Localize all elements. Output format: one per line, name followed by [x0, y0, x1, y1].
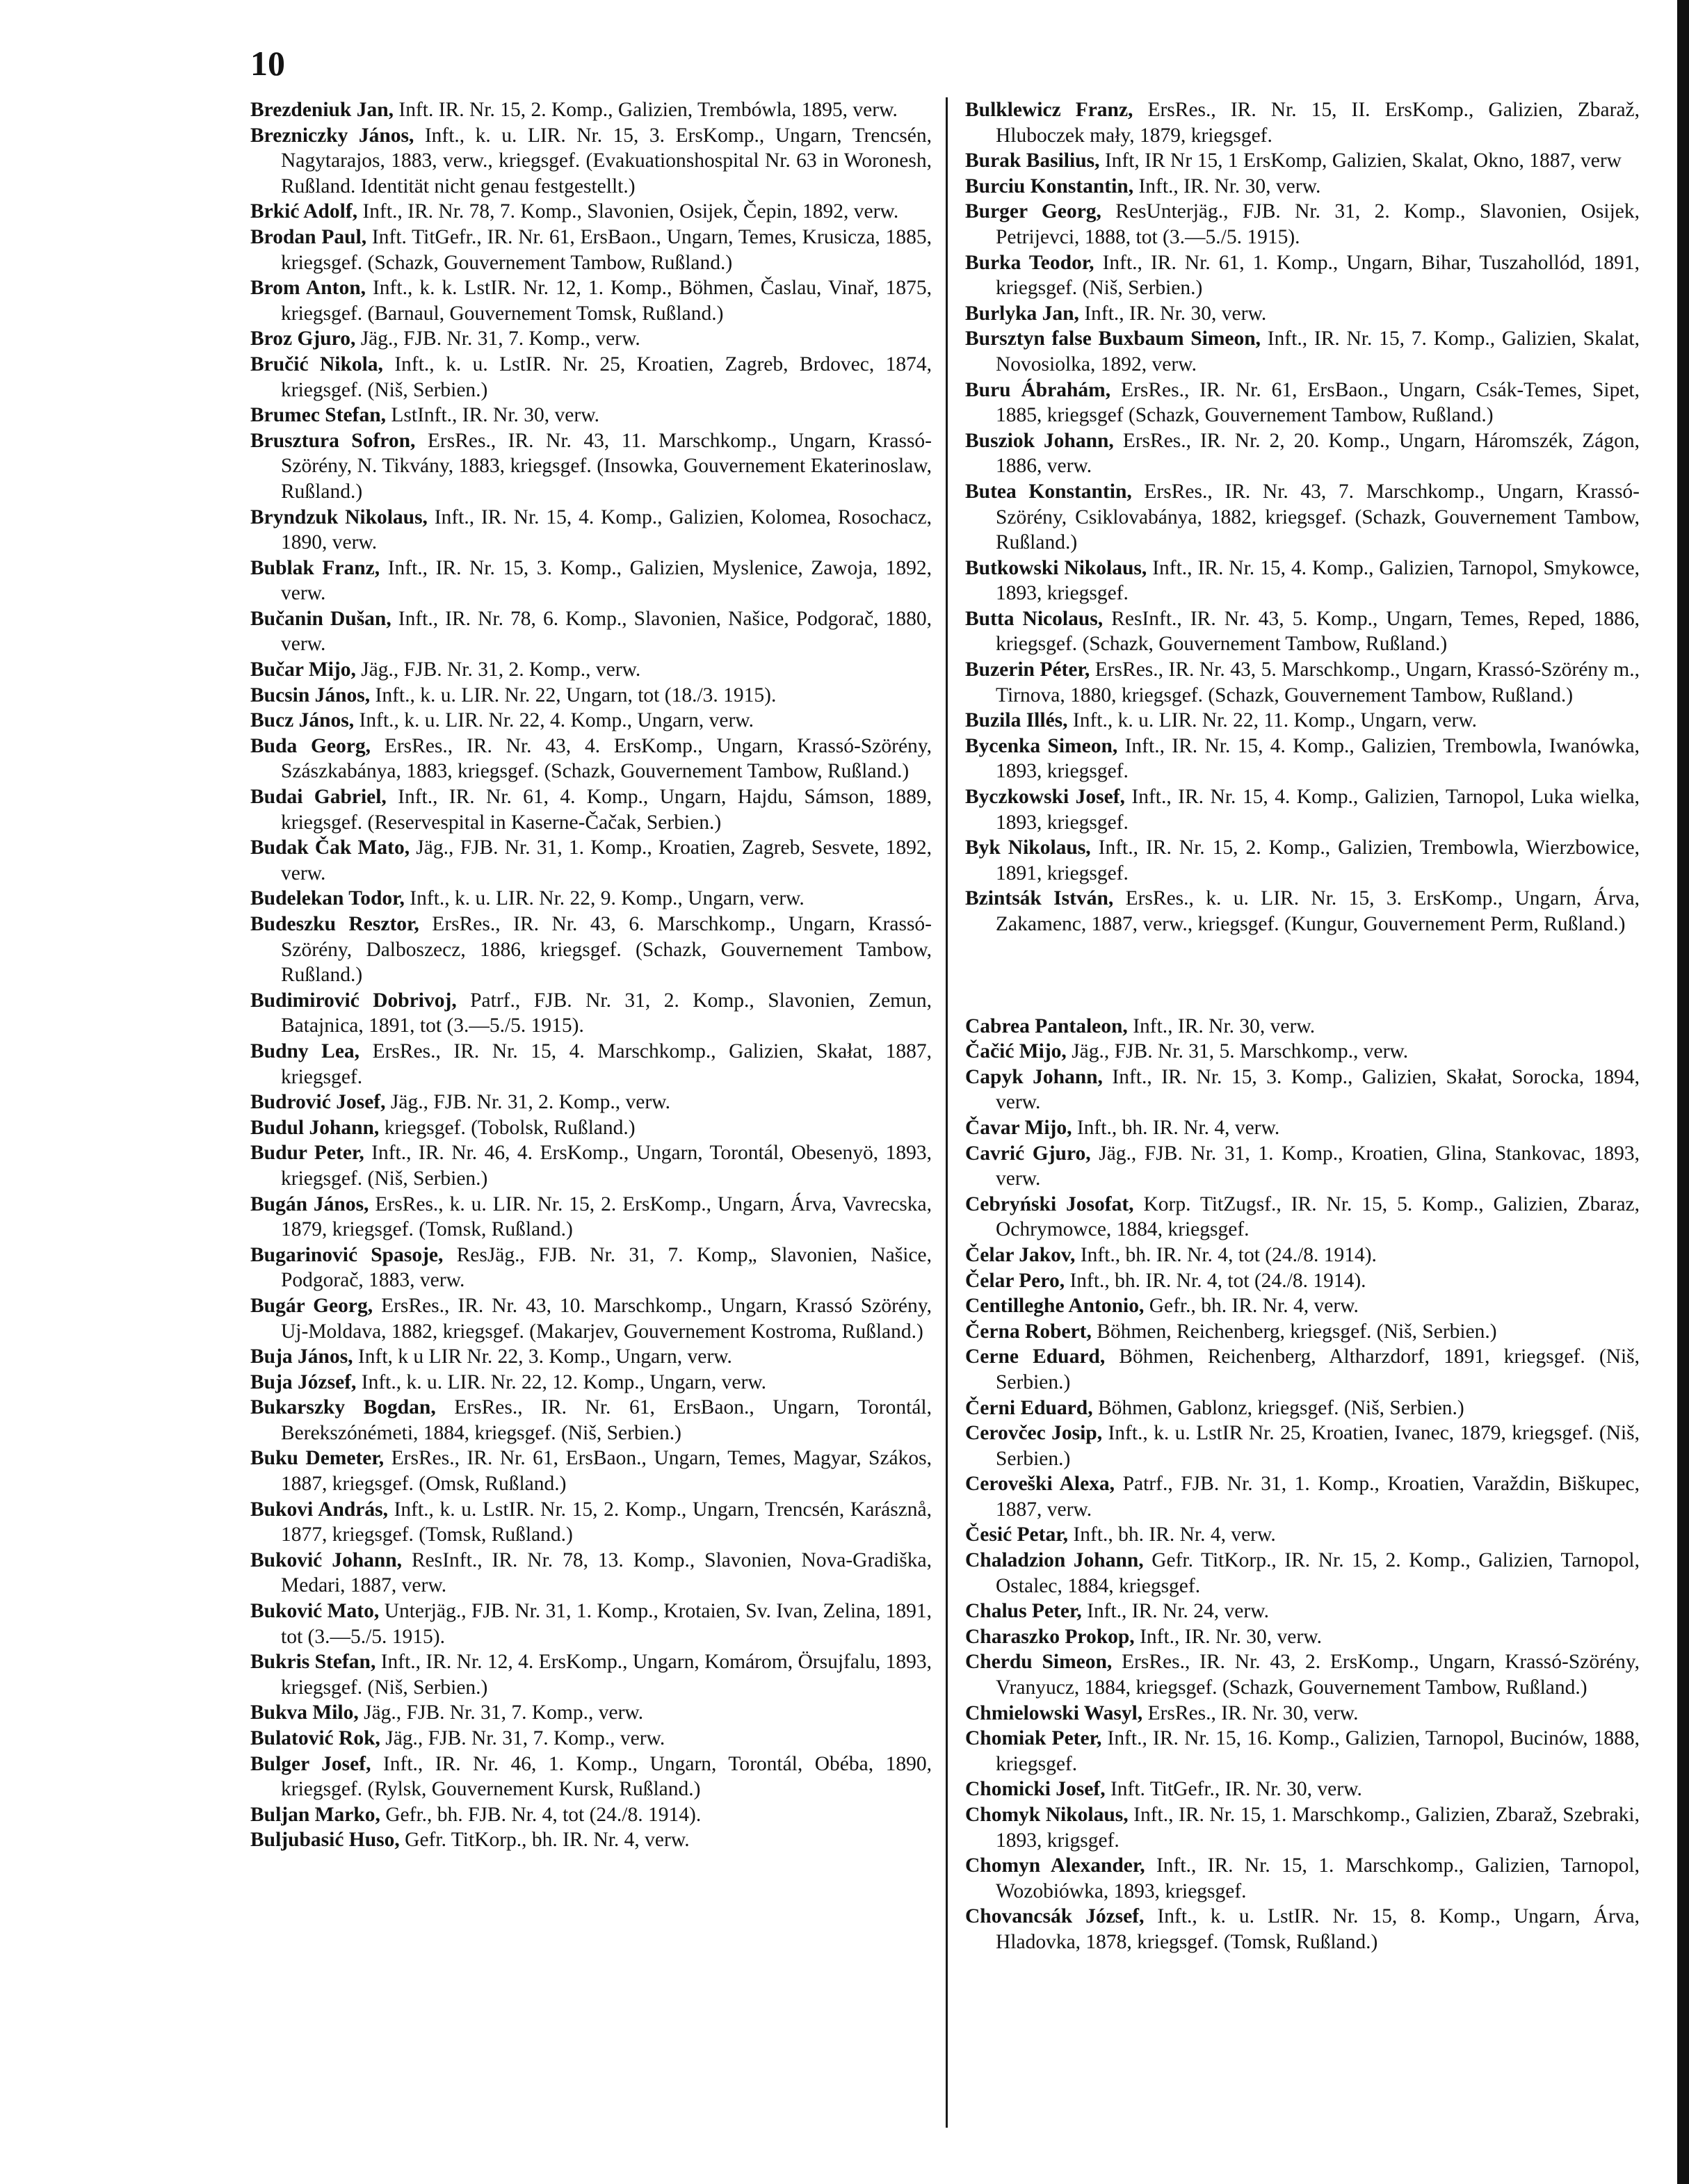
entry-name: Budak Čak Mato,	[250, 836, 410, 859]
entry-name: Buljubasić Huso,	[250, 1829, 400, 1852]
entry-details: Inft., IR. Nr. 15, 3. Komp., Galizien, Skałat, Sorocka, 1894, verw.	[996, 1065, 1640, 1114]
list-entry	[250, 1497, 932, 1548]
entry-name: Buković Johann,	[250, 1548, 403, 1571]
list-entry	[250, 784, 932, 835]
list-entry	[250, 988, 932, 1039]
entry-details: Inft., IR. Nr. 30, verw.	[1133, 175, 1321, 197]
entry-details: Inft., IR. Nr. 24, verw.	[1081, 1600, 1269, 1623]
entry-name: Bublak Franz,	[250, 556, 380, 579]
entry-name: Broz Gjuro,	[250, 327, 356, 350]
entry-name: Butkowski Nikolaus,	[965, 556, 1147, 579]
entry-name: Čavar Mijo,	[965, 1116, 1072, 1139]
entry-name: Chalus Peter,	[965, 1600, 1082, 1623]
list-entry	[965, 1649, 1640, 1700]
list-entry	[965, 1701, 1640, 1726]
entry-name: Brodan Paul,	[250, 225, 367, 248]
list-entry	[965, 784, 1640, 835]
entry-name: Česić Petar,	[965, 1523, 1068, 1546]
entry-name: Bručić Nikola,	[250, 353, 383, 375]
entry-details: Jäg., FJB. Nr. 31, 7. Komp., verw.	[358, 1701, 644, 1724]
list-entry	[250, 1752, 932, 1802]
list-entry	[250, 606, 932, 657]
entry-name: Brezniczky János,	[250, 124, 414, 147]
entry-details: Inft. TitGefr., IR. Nr. 30, verw.	[1105, 1778, 1362, 1801]
list-entry	[250, 708, 932, 734]
entry-details: Gefr. TitKorp., IR. Nr. 15, 2. Komp., Galizien, Tarnopol, Ostalec, 1884, kriegsgef.	[996, 1549, 1640, 1597]
entry-details: kriegsgef. (Tobolsk, Rußland.)	[379, 1116, 636, 1139]
list-entry	[965, 1904, 1640, 1955]
list-entry	[250, 123, 932, 200]
list-entry	[250, 556, 932, 606]
entry-name: Bugarinović Spasoje,	[250, 1243, 444, 1266]
list-entry	[965, 97, 1640, 148]
entry-name: Budelekan Todor,	[250, 887, 405, 910]
entry-details: ResUnterjäg., FJB. Nr. 31, 2. Komp., Slavonien, Osijek, Petrijevci, 1888, tot (3.—5./5. 1915).	[996, 200, 1640, 248]
list-entry	[965, 1141, 1640, 1192]
list-entry	[250, 1243, 932, 1293]
entry-details: ErsRes., IR. Nr. 61, ErsBaon., Ungarn, Temes, Magyar, Szákos, 1887, kriegsgef. (Omsk, Rußland.)	[281, 1447, 932, 1496]
entry-name: Cebryński Josofat,	[965, 1192, 1134, 1215]
list-entry	[965, 1243, 1640, 1268]
entry-name: Buja János,	[250, 1345, 353, 1368]
list-entry	[965, 174, 1640, 200]
entry-name: Bukarszky Bogdan,	[250, 1396, 436, 1419]
entry-details: Inft., IR. Nr. 12, 4. ErsKomp., Ungarn, Komárom, Örsujfalu, 1893, kriegsgef. (Niš, Serbien.)	[281, 1651, 932, 1699]
list-entry	[965, 1065, 1640, 1115]
list-entry	[965, 1396, 1640, 1421]
list-entry	[965, 1853, 1640, 1904]
entry-details: Inft., IR. Nr. 30, verw.	[1078, 302, 1267, 325]
list-entry	[965, 378, 1640, 428]
entry-name: Burak Basilius,	[965, 149, 1100, 172]
list-entry	[250, 275, 932, 326]
left-column	[250, 97, 932, 1853]
entry-details: ErsRes., IR. Nr. 61, ErsBaon., Ungarn, Csák-Temes, Sipet, 1885, kriegsgef (Schazk, Gouvernement Tambow, Rußland.)	[996, 378, 1640, 427]
entry-details: ErsRes., IR. Nr. 30, verw.	[1142, 1701, 1359, 1724]
list-entry	[965, 1268, 1640, 1294]
list-entry	[250, 326, 932, 352]
entry-name: Bycenka Simeon,	[965, 734, 1118, 757]
entry-details: ErsRes., IR. Nr. 43, 10. Marschkomp., Ungarn, Krassó Szörény, Uj-Moldava, 1882, kriegsgef. (Makarjev, Gouvernement Kostroma, Rußland.)	[281, 1294, 932, 1343]
entry-name: Bulklewicz Franz,	[965, 99, 1133, 121]
list-entry	[250, 505, 932, 556]
entry-name: Cavrić Gjuro,	[965, 1142, 1091, 1165]
entry-name: Buljan Marko,	[250, 1803, 380, 1826]
list-entry	[965, 428, 1640, 479]
entry-details: ErsRes., IR. Nr. 43, 5. Marschkomp., Ungarn, Krassó-Szörény m., Tirnova, 1880, kriegsgef. (Schazk, Gouvernement Tambow, Rußland.)	[996, 658, 1640, 706]
list-entry	[965, 1726, 1640, 1777]
entry-details: ResJäg., FJB. Nr. 31, 7. Komp„ Slavonien, Našice, Podgorač, 1883, verw.	[281, 1243, 932, 1292]
entry-name: Chomyn Alexander,	[965, 1854, 1145, 1877]
list-entry	[250, 1293, 932, 1344]
list-entry	[250, 683, 932, 709]
entry-name: Budny Lea,	[250, 1040, 360, 1062]
entry-details: Böhmen, Reichenberg, kriegsgef. (Niš, Serbien.)	[1091, 1320, 1497, 1343]
entry-details: Inft., k. k. LstIR. Nr. 12, 1. Komp., Böhmen, Časlau, Vinař, 1875, kriegsgef. (Barnaul, Gouvernement Tomsk, Rußland.)	[281, 277, 932, 325]
list-entry	[250, 403, 932, 428]
entry-name: Čelar Pero,	[965, 1269, 1065, 1292]
list-entry	[250, 428, 932, 505]
entry-name: Chomicki Josef,	[965, 1778, 1106, 1801]
entry-details: Inft., IR. Nr. 15, 4. Komp., Galizien, Tarnopol, Smykowce, 1893, kriegsgef.	[996, 556, 1640, 605]
entry-name: Bulatović Rok,	[250, 1727, 380, 1749]
entry-details: Inft., bh. IR. Nr. 4, tot (24./8. 1914).	[1065, 1269, 1366, 1292]
entry-name: Bukovi András,	[250, 1498, 388, 1521]
entry-name: Budur Peter,	[250, 1142, 364, 1165]
entry-name: Capyk Johann,	[965, 1065, 1103, 1088]
entry-details: Gefr., bh. IR. Nr. 4, verw.	[1144, 1295, 1359, 1318]
page-edge-scan-border	[1677, 0, 1689, 2184]
list-entry	[250, 1700, 932, 1726]
entry-name: Burger Georg,	[965, 200, 1101, 223]
list-entry	[965, 1192, 1640, 1243]
list-entry	[965, 1802, 1640, 1853]
list-entry	[965, 556, 1640, 606]
entry-details: Jäg., FJB. Nr. 31, 2. Komp., verw.	[385, 1091, 670, 1114]
list-entry	[965, 1014, 1640, 1040]
list-entry	[250, 1599, 932, 1649]
entry-name: Buku Demeter,	[250, 1447, 385, 1470]
entry-details: ErsRes., IR. Nr. 15, 4. Marschkomp., Galizien, Skałat, 1887, kriegsgef.	[281, 1040, 932, 1088]
entry-name: Cerovčec Josip,	[965, 1422, 1103, 1445]
list-entry	[965, 301, 1640, 327]
entry-details: Inft., IR. Nr. 15, 1. Marschkomp., Galizien, Tarnopol, Wozobiówka, 1893, kriegsgef.	[996, 1854, 1640, 1902]
list-entry	[250, 225, 932, 275]
list-entry	[250, 1039, 932, 1090]
entry-details: Inft., k. u. LstIR. Nr. 25, Kroatien, Zagreb, Brdovec, 1874, kriegsgef. (Niš, Serbien.)	[281, 353, 932, 401]
entry-details: Böhmen, Reichenberg, Altharzdorf, 1891, kriegsgef. (Niš, Serbien.)	[996, 1345, 1640, 1393]
entry-details: Jäg., FJB. Nr. 31, 7. Komp., verw.	[355, 327, 640, 350]
entry-details: Inft., bh. IR. Nr. 4, tot (24./8. 1914).	[1075, 1243, 1377, 1266]
column-divider	[946, 97, 948, 2128]
entry-name: Budrović Josef,	[250, 1091, 386, 1114]
list-entry	[965, 199, 1640, 250]
list-entry	[250, 1370, 932, 1396]
entry-name: Buković Mato,	[250, 1600, 380, 1623]
entry-details: Inft., IR. Nr. 78, 6. Komp., Slavonien, Našice, Podgorač, 1880, verw.	[281, 607, 932, 656]
list-entry	[250, 734, 932, 784]
entry-name: Bukris Stefan,	[250, 1651, 376, 1674]
entry-details: Patrf., FJB. Nr. 31, 1. Komp., Kroatien, Varaždin, Biškupec, 1887, verw.	[996, 1473, 1640, 1521]
entry-name: Bugár Georg,	[250, 1294, 373, 1317]
entry-details: Korp. TitZugsf., IR. Nr. 15, 5. Komp., Galizien, Zbaraz, Ochrymowce, 1884, kriegsgef.	[996, 1192, 1640, 1241]
entry-details: ErsRes., k. u. LIR. Nr. 15, 2. ErsKomp., Ungarn, Árva, Vavrecska, 1879, kriegsgef. (Tomsk, Rußland.)	[281, 1192, 932, 1241]
list-entry	[965, 734, 1640, 784]
list-entry	[965, 1624, 1640, 1650]
list-entry	[250, 1344, 932, 1370]
section-gap	[965, 937, 1640, 1014]
entry-details: Inft., IR. Nr. 30, verw.	[1127, 1014, 1316, 1037]
entry-name: Buja József,	[250, 1370, 357, 1393]
entry-details: LstInft., IR. Nr. 30, verw.	[386, 404, 599, 427]
entry-details: ErsRes., IR. Nr. 43, 7. Marschkomp., Ungarn, Krassó-Szörény, Csiklovabánya, 1882, kriegsgef. (Schazk, Gouvernement Tambow, Rußland.)	[996, 480, 1640, 554]
entry-details: ErsRes., IR. Nr. 43, 6. Marschkomp., Ungarn, Krassó-Szörény, Dalboszecz, 1886, kriegsgef. (Schazk, Gouvernement Tambow, Rußland.)	[281, 913, 932, 987]
list-entry	[965, 1319, 1640, 1345]
entry-details: ResInft., IR. Nr. 78, 13. Komp., Slavonien, Nova-Gradiška, Medari, 1887, verw.	[281, 1548, 932, 1597]
entry-details: ErsRes., IR. Nr. 15, II. ErsKomp., Galizien, Zbaraž, Hluboczek mały, 1879, kriegsgef.	[996, 99, 1640, 147]
entry-details: Inft., IR. Nr. 61, 1. Komp., Ungarn, Bihar, Tuszahollód, 1891, kriegsgef. (Niš, Serbien.)	[996, 251, 1640, 300]
list-entry	[965, 886, 1640, 937]
entry-details: Inft., k. u. LIR. Nr. 15, 3. ErsKomp., Ungarn, Trencsén, Nagytarajos, 1883, verw., kriegsgef. (Evakuationshospital Nr. 63 in Woronesh, Rußland. Identität nicht genau festgestellt.)	[281, 124, 932, 197]
list-entry	[250, 1726, 932, 1752]
entries-c-section	[965, 1014, 1640, 1955]
entry-name: Buru Ábrahám,	[965, 378, 1111, 401]
entry-details: Inft., IR. Nr. 15, 4. Komp., Galizien, Trembowla, Iwanówka, 1893, kriegsgef.	[996, 734, 1640, 783]
list-entry	[250, 1115, 932, 1141]
entry-details: Inft., IR. Nr. 15, 1. Marschkomp., Galizien, Zbaraž, Szebraki, 1893, krigsgef.	[996, 1804, 1640, 1852]
entry-name: Černa Robert,	[965, 1320, 1092, 1343]
list-entry	[250, 1446, 932, 1496]
entry-name: Budai Gabriel,	[250, 786, 387, 809]
entry-details: Unterjäg., FJB. Nr. 31, 1. Komp., Krotaien, Sv. Ivan, Zelina, 1891, tot (3.—5./5. 1915).	[281, 1600, 932, 1648]
entry-name: Chomiak Peter,	[965, 1727, 1102, 1750]
entry-name: Burciu Konstantin,	[965, 175, 1134, 197]
list-entry	[965, 1471, 1640, 1522]
list-entry	[965, 657, 1640, 708]
entry-name: Bursztyn false Buxbaum Simeon,	[965, 327, 1261, 350]
entry-name: Bukva Milo,	[250, 1701, 359, 1724]
entry-name: Brom Anton,	[250, 277, 366, 300]
entry-name: Bryndzuk Nikolaus,	[250, 505, 428, 528]
entry-details: ErsRes., IR. Nr. 2, 20. Komp., Ungarn, Háromszék, Zágon, 1886, verw.	[996, 429, 1640, 478]
entry-details: Jäg., FJB. Nr. 31, 2. Komp., verw.	[355, 658, 641, 681]
entry-details: ErsRes., IR. Nr. 43, 2. ErsKomp., Ungarn, Krassó-Szörény, Vranyucz, 1884, kriegsgef. (Schazk, Gouvernement Tambow, Rußland.)	[996, 1651, 1640, 1699]
list-entry	[250, 835, 932, 886]
entry-details: Inft, k u LIR Nr. 22, 3. Komp., Ungarn, verw.	[353, 1345, 732, 1368]
list-entry	[965, 1039, 1640, 1065]
entry-name: Bučar Mijo,	[250, 658, 356, 681]
entry-name: Byk Nikolaus,	[965, 836, 1091, 859]
entry-name: Budimirović Dobrivoj,	[250, 989, 457, 1012]
entry-name: Burlyka Jan,	[965, 302, 1079, 325]
right-column	[965, 97, 1640, 1955]
entry-name: Burka Teodor,	[965, 251, 1094, 274]
entry-details: ResInft., IR. Nr. 43, 5. Komp., Ungarn, Temes, Reped, 1886, kriegsgef. (Schazk, Gouvernement Tambow, Rußland.)	[996, 607, 1640, 656]
entry-details: ErsRes., IR. Nr. 43, 11. Marschkomp., Ungarn, Krassó-Szörény, N. Tikvány, 1883, kriegsgef. (Insowka, Gouvernement Ekaterinoslaw, Rußland.)	[281, 429, 932, 503]
entry-details: Inft., IR. Nr. 15, 7. Komp., Galizien, Skalat, Novosiolka, 1892, verw.	[996, 327, 1640, 375]
entry-details: Inft., bh. IR. Nr. 4, verw.	[1072, 1116, 1280, 1139]
entry-name: Butta Nicolaus,	[965, 607, 1104, 630]
list-entry	[965, 1522, 1640, 1548]
entry-details: Inft., IR. Nr. 78, 7. Komp., Slavonien, Osijek, Čepin, 1892, verw.	[357, 200, 899, 223]
entry-details: Gefr. TitKorp., bh. IR. Nr. 4, verw.	[399, 1829, 690, 1852]
entry-name: Chmielowski Wasyl,	[965, 1701, 1143, 1724]
entry-name: Bučanin Dušan,	[250, 607, 391, 630]
entry-details: Jäg., FJB. Nr. 31, 7. Komp., verw.	[380, 1727, 665, 1749]
entry-name: Ceroveški Alexa,	[965, 1473, 1115, 1496]
list-entry	[250, 657, 932, 683]
entry-details: Inft., IR. Nr. 15, 16. Komp., Galizien, Tarnopol, Bucinów, 1888, kriegsgef.	[996, 1727, 1640, 1775]
entry-details: Inft., IR. Nr. 30, verw.	[1134, 1625, 1322, 1648]
entry-name: Buzila Illés,	[965, 709, 1068, 732]
list-entry	[250, 886, 932, 912]
entry-name: Chaladzion Johann,	[965, 1549, 1144, 1572]
entry-details: Inft., k. u. LIR. Nr. 22, Ungarn, tot (18./3. 1915).	[370, 683, 777, 706]
entry-details: Inft., bh. IR. Nr. 4, verw.	[1068, 1523, 1276, 1546]
entry-details: Jäg., FJB. Nr. 31, 5. Marschkomp., verw.	[1066, 1040, 1409, 1063]
entry-name: Chomyk Nikolaus,	[965, 1804, 1129, 1826]
entry-details: Inft, IR Nr 15, 1 ErsKomp, Galizien, Skalat, Okno, 1887, verw	[1099, 149, 1622, 172]
entry-name: Černi Eduard,	[965, 1396, 1093, 1419]
list-entry	[250, 1090, 932, 1115]
list-entry	[965, 1421, 1640, 1471]
entry-name: Buda Georg,	[250, 734, 371, 757]
list-entry	[250, 97, 932, 123]
list-entry	[965, 1293, 1640, 1319]
entry-name: Butea Konstantin,	[965, 480, 1132, 503]
entry-name: Čelar Jakov,	[965, 1243, 1076, 1266]
entry-name: Budeszku Resztor,	[250, 913, 419, 935]
list-entry	[965, 1115, 1640, 1141]
entry-details: Inft., IR. Nr. 61, 4. Komp., Ungarn, Hajdu, Sámson, 1889, kriegsgef. (Reservespital in Kaserne-Čačak, Serbien.)	[281, 786, 932, 834]
entry-details: Inft., IR. Nr. 15, 4. Komp., Galizien, Tarnopol, Luka wielka, 1893, kriegsgef.	[996, 786, 1640, 834]
entry-name: Charaszko Prokop,	[965, 1625, 1135, 1648]
list-entry	[965, 326, 1640, 377]
list-entry	[965, 1548, 1640, 1599]
list-entry	[965, 148, 1640, 174]
list-entry	[250, 1140, 932, 1191]
list-entry	[965, 1599, 1640, 1624]
entry-details: Inft. TitGefr., IR. Nr. 61, ErsBaon., Ungarn, Temes, Krusicza, 1885, kriegsgef. (Schazk, Gouvernement Tambow, Rußland.)	[281, 225, 932, 274]
entry-details: Inft., IR. Nr. 46, 1. Komp., Ungarn, Torontál, Obéba, 1890, kriegsgef. (Rylsk, Gouvernement Kursk, Rußland.)	[281, 1752, 932, 1801]
list-entry	[250, 1548, 932, 1599]
entry-details: ErsRes., IR. Nr. 43, 4. ErsKomp., Ungarn, Krassó-Szörény, Szászkabánya, 1883, kriegsgef. (Schazk, Gouvernement Tambow, Rußland.)	[281, 734, 932, 783]
list-entry	[965, 708, 1640, 734]
entry-details: Patrf., FJB. Nr. 31, 2. Komp., Slavonien, Zemun, Batajnica, 1891, tot (3.—5./5. 1915).	[281, 989, 932, 1037]
list-entry	[965, 1777, 1640, 1802]
entry-details: Gefr., bh. FJB. Nr. 4, tot (24./8. 1914).	[380, 1803, 702, 1826]
list-entry	[250, 352, 932, 403]
entry-details: Inft., IR. Nr. 15, 3. Komp., Galizien, Myslenice, Zawoja, 1892, verw.	[281, 556, 932, 605]
entry-name: Bucz János,	[250, 709, 355, 732]
list-entry	[250, 1192, 932, 1243]
list-entry	[965, 250, 1640, 301]
entry-name: Bzintsák István,	[965, 887, 1114, 910]
entry-details: Inft. IR. Nr. 15, 2. Komp., Galizien, Trembówla, 1895, verw.	[394, 99, 898, 121]
entry-name: Brkić Adolf,	[250, 200, 358, 223]
entry-name: Buzerin Péter,	[965, 658, 1090, 681]
list-entry	[250, 1395, 932, 1446]
list-entry	[965, 606, 1640, 657]
list-entry	[965, 1344, 1640, 1395]
entry-details: Inft., k. u. LIR. Nr. 22, 4. Komp., Ungarn, verw.	[354, 709, 754, 732]
entry-name: Budul Johann,	[250, 1116, 380, 1139]
entry-details: Inft., k. u. LstIR Nr. 25, Kroatien, Ivanec, 1879, kriegsgef. (Niš, Serbien.)	[996, 1422, 1640, 1470]
entry-details: Inft., k. u. LstIR. Nr. 15, 2. Komp., Ungarn, Trencsén, Karásznå, 1877, kriegsgef. (Tomsk, Rußland.)	[281, 1498, 932, 1546]
entry-details: Jäg., FJB. Nr. 31, 1. Komp., Kroatien, Zagreb, Sesvete, 1892, verw.	[281, 836, 932, 884]
list-entry	[250, 1649, 932, 1700]
entry-details: Inft., k. u. LstIR. Nr. 15, 8. Komp., Ungarn, Árva, Hladovka, 1878, kriegsgef. (Tomsk, Rußland.)	[996, 1905, 1640, 1953]
entry-details: Inft., IR. Nr. 15, 4. Komp., Galizien, Kolomea, Rosochacz, 1890, verw.	[281, 505, 932, 554]
entry-details: Jäg., FJB. Nr. 31, 1. Komp., Kroatien, Glina, Stankovac, 1893, verw.	[996, 1142, 1640, 1190]
entry-name: Brusztura Sofron,	[250, 429, 416, 452]
entry-details: ErsRes., k. u. LIR. Nr. 15, 3. ErsKomp., Ungarn, Árva, Zakamenc, 1887, verw., kriegsgef. (Kungur, Gouvernement Perm, Rußland.)	[996, 887, 1640, 935]
entry-name: Čačić Mijo,	[965, 1040, 1067, 1063]
entry-details: ErsRes., IR. Nr. 61, ErsBaon., Ungarn, Torontál, Berekszónémeti, 1884, kriegsgef. (Niš, Serbien.)	[281, 1396, 932, 1444]
entry-details: Inft., k. u. LIR. Nr. 22, 9. Komp., Ungarn, verw.	[404, 887, 805, 910]
entry-name: Bugán János,	[250, 1192, 369, 1215]
entry-name: Brumec Stefan,	[250, 404, 386, 427]
entry-details: Inft., k. u. LIR. Nr. 22, 11. Komp., Ungarn, verw.	[1067, 709, 1478, 732]
list-entry	[250, 1802, 932, 1828]
entry-name: Busziok Johann,	[965, 429, 1114, 452]
list-entry	[965, 479, 1640, 556]
page-number: 10	[250, 44, 285, 83]
entry-name: Chovancsák József,	[965, 1905, 1145, 1928]
entry-name: Bulger Josef,	[250, 1752, 371, 1775]
entry-name: Centilleghe Antonio,	[965, 1295, 1145, 1318]
entry-name: Byczkowski Josef,	[965, 786, 1125, 809]
list-entry	[965, 835, 1640, 886]
entry-name: Cabrea Pantaleon,	[965, 1014, 1128, 1037]
entry-name: Brezdeniuk Jan,	[250, 99, 394, 121]
list-entry	[250, 199, 932, 225]
entries-b-section	[965, 97, 1640, 937]
entry-details: Inft., IR. Nr. 15, 2. Komp., Galizien, Trembowla, Wierzbowice, 1891, kriegsgef.	[996, 836, 1640, 884]
entry-name: Bucsin János,	[250, 683, 371, 706]
entry-name: Cerne Eduard,	[965, 1345, 1106, 1368]
list-entry	[250, 1827, 932, 1853]
entry-details: Böhmen, Gablonz, kriegsgef. (Niš, Serbien.)	[1092, 1396, 1464, 1419]
list-entry	[250, 912, 932, 988]
entry-details: Inft., IR. Nr. 46, 4. ErsKomp., Ungarn, Torontál, Obesenyö, 1893, kriegsgef. (Niš, Serbien.)	[281, 1142, 932, 1190]
entry-name: Cherdu Simeon,	[965, 1651, 1113, 1674]
entry-details: Inft., k. u. LIR. Nr. 22, 12. Komp., Ungarn, verw.	[356, 1370, 767, 1393]
